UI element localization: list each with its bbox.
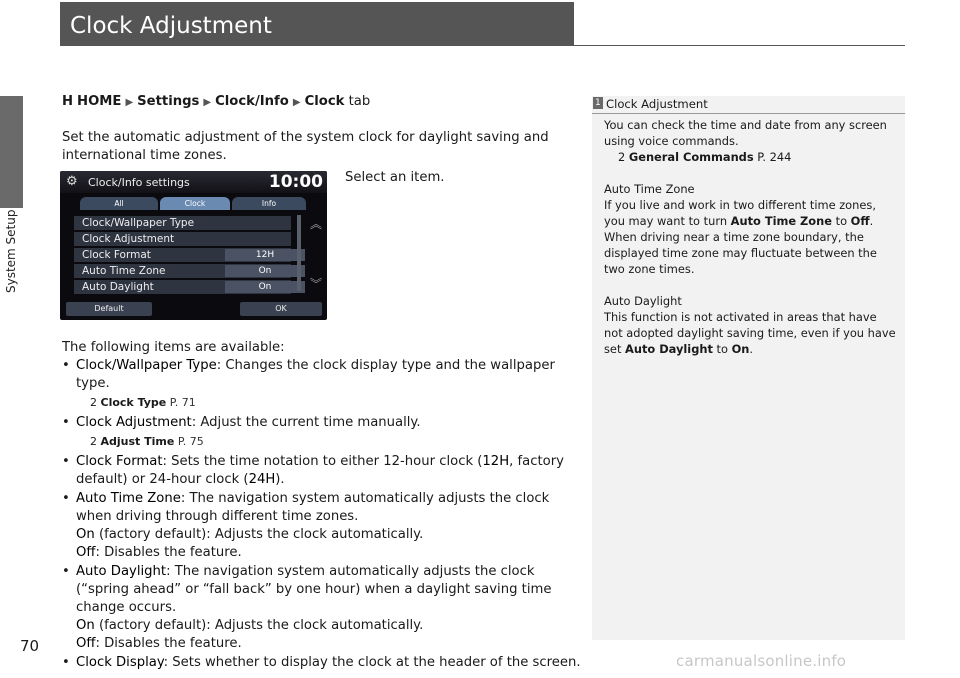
screen-row-value: 12H — [225, 249, 305, 261]
option-keyword: Off — [76, 545, 96, 560]
screen-row-label: Auto Daylight — [82, 281, 154, 293]
item-desc: : Sets the time notation to either 12-hour clock ( — [162, 454, 483, 469]
item-term: Auto Daylight — [76, 564, 167, 579]
option-desc: (factory default): Adjusts the clock automatically. — [94, 527, 424, 542]
note-body — [604, 117, 898, 373]
reference-page: P. 71 — [169, 396, 196, 409]
side-note — [592, 96, 905, 640]
screen-row-value: On — [225, 265, 305, 277]
screen-row-label: Clock/Wallpaper Type — [82, 217, 195, 229]
option-keyword: Off — [76, 636, 96, 651]
note-paragraph — [604, 293, 898, 357]
reference-page: P. 244 — [757, 150, 792, 164]
screen-row — [74, 248, 291, 262]
list-item — [62, 563, 582, 653]
cross-reference[interactable] — [62, 394, 582, 411]
reference-page: P. 75 — [177, 435, 204, 448]
gear-icon: ⚙ — [66, 174, 78, 189]
title-rule — [574, 45, 905, 46]
item-term: Auto Time Zone — [76, 491, 181, 506]
option-on — [62, 617, 582, 635]
reference-arrow-icon: 2 — [90, 435, 97, 448]
note-text: This function is not activated in areas that have not adopted daylight saving time, even if you have set — [604, 310, 896, 356]
page-title: Clock Adjustment — [70, 13, 272, 39]
keyword-24h: 24H — [248, 472, 276, 487]
arrow-right-icon: ▶ — [125, 97, 134, 108]
note-keyword: Auto Time Zone — [730, 214, 832, 228]
screen-tab-clock: Clock — [160, 197, 230, 210]
screen-row-label: Auto Time Zone — [82, 265, 166, 277]
scroll-down-icon: ︾ — [310, 277, 323, 291]
option-keyword: On — [76, 618, 95, 633]
scroll-up-icon: ︽ — [310, 217, 323, 231]
note-paragraph — [604, 181, 898, 277]
cross-reference[interactable] — [62, 433, 582, 450]
page-title-bar — [60, 2, 574, 46]
crumb-home: HOME — [77, 94, 122, 109]
intro-text: Set the automatic adjustment of the system clock for daylight saving and international time zones. — [62, 130, 549, 163]
option-keyword: On — [76, 527, 95, 542]
item-term: Clock Format — [76, 454, 163, 469]
reference-arrow-icon: 2 — [618, 150, 626, 164]
item-desc: , factory default) or 24-hour clock ( — [76, 454, 564, 487]
note-text: to — [831, 214, 851, 228]
option-desc: : Disables the feature. — [95, 636, 242, 651]
reference-title: General Commands — [628, 150, 754, 164]
item-term: Clock/Wallpaper Type — [76, 358, 217, 373]
reference-arrow-icon: 2 — [90, 396, 97, 409]
option-off — [62, 544, 582, 562]
item-term: Clock Display — [76, 655, 164, 670]
list-item — [62, 490, 582, 562]
note-text: . When driving near a time zone boundary, the displayed time zone may fluctuate between the two zone times. — [604, 214, 877, 276]
note-text: to — [712, 342, 732, 356]
note-keyword: Auto Daylight — [625, 342, 713, 356]
screen-row — [74, 232, 291, 246]
note-text: . — [749, 342, 754, 356]
note-subheading: Auto Daylight — [604, 294, 682, 308]
screen-scrollbar — [297, 215, 301, 291]
option-desc: : Disables the feature. — [95, 545, 242, 560]
navigation-screen-image — [60, 171, 327, 320]
item-desc: : Changes the clock display type and the wallpaper type. — [76, 358, 555, 391]
watermark: carmanualsonline.info — [676, 652, 847, 670]
home-icon: H — [62, 94, 74, 109]
note-paragraph — [604, 117, 898, 165]
bullet-icon: • — [62, 491, 70, 506]
section-tab-marker — [0, 96, 23, 208]
item-term: Clock Adjustment — [76, 415, 192, 430]
note-text: You can check the time and date from any screen using voice commands. — [604, 118, 887, 148]
screen-row — [74, 280, 291, 294]
section-label: System Setup — [4, 210, 18, 294]
screen-title: Clock/Info settings — [88, 176, 190, 189]
crumb-settings: Settings — [137, 94, 200, 109]
note-text: If you live and work in two different time zones, you may want to turn — [604, 198, 876, 228]
bullet-icon: • — [62, 454, 70, 469]
bullet-icon: • — [62, 415, 70, 430]
note-number-icon: 1 — [595, 98, 601, 108]
crumb-suffix: tab — [348, 94, 371, 109]
note-subheading: Auto Time Zone — [604, 182, 695, 196]
arrow-right-icon: ▶ — [203, 97, 212, 108]
cross-reference[interactable] — [604, 150, 791, 164]
screen-tab-all: All — [80, 197, 158, 210]
item-desc: : Adjust the current time manually. — [191, 415, 421, 430]
reference-title: Clock Type — [100, 396, 167, 409]
note-keyword: Off — [850, 214, 870, 228]
screen-row-label: Clock Adjustment — [82, 233, 175, 245]
option-on — [62, 526, 582, 544]
breadcrumb — [62, 93, 370, 112]
screen-row-label: Clock Format — [82, 249, 151, 261]
list-item — [62, 453, 582, 489]
screen-default-button: Default — [66, 302, 152, 316]
crumb-clock: Clock — [304, 94, 345, 109]
arrow-right-icon: ▶ — [292, 97, 301, 108]
item-desc: : Sets whether to display the clock at the header of the screen. — [163, 655, 581, 670]
note-title: Clock Adjustment — [606, 97, 708, 111]
list-item — [62, 414, 582, 432]
note-header — [592, 96, 905, 114]
screen-tab-info: Info — [232, 197, 306, 210]
item-desc: ). — [275, 472, 285, 487]
screen-row-value: On — [225, 281, 305, 293]
list-heading: The following items are available: — [62, 340, 285, 355]
note-keyword: On — [731, 342, 750, 356]
screen-row — [74, 264, 291, 278]
item-desc: : The navigation system automatically adjusts the clock (“spring ahead” or “fall back” by one hour) when a daylight saving time change occurs. — [76, 564, 552, 615]
bullet-icon: • — [62, 655, 70, 670]
screen-row — [74, 216, 291, 230]
item-list — [62, 357, 582, 673]
keyword-12h: 12H — [482, 454, 510, 469]
select-prompt: Select an item. — [345, 170, 445, 185]
crumb-clock-info: Clock/Info — [215, 94, 289, 109]
bullet-icon: • — [62, 358, 70, 373]
page-number: 70 — [20, 637, 40, 655]
list-item — [62, 654, 582, 672]
screen-clock: 10:00 — [268, 172, 323, 192]
item-desc: : The navigation system automatically adjusts the clock when driving through different time zones. — [76, 491, 550, 524]
option-off — [62, 635, 582, 653]
option-desc: (factory default): Adjusts the clock automatically. — [94, 618, 424, 633]
list-item — [62, 357, 582, 393]
bullet-icon: • — [62, 564, 70, 579]
screen-ok-button: OK — [240, 302, 322, 316]
reference-title: Adjust Time — [100, 435, 175, 448]
